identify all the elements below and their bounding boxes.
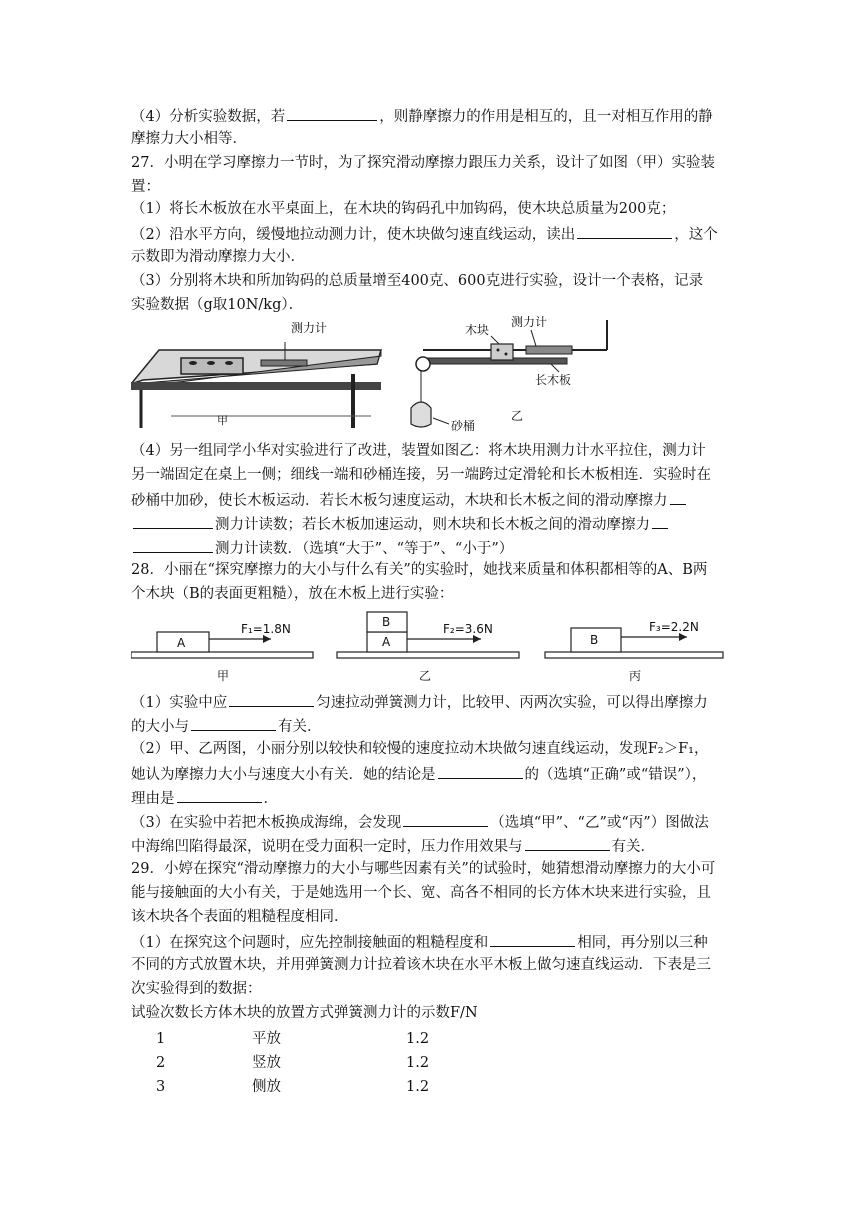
answer-blank[interactable] [438,764,523,779]
text-line: （1）在探究这个问题时，应先控制接触面的粗糙程度和 相同，再分别以三种 [131,932,731,952]
text-line: （2）沿水平方向，缓慢地拉动测力计，使木块做匀速直线运动，读出 ，这个 [131,224,731,244]
text-line: 另一端固定在桌上一侧；细线一端和砂桶连接，另一端跨过定滑轮和长木板相连．实验时在 [131,467,711,483]
force-f1: F₁=1.8N [241,622,291,636]
text-line: 测力计读数．（选填“大于”、“等于”、“小于”） [131,538,731,558]
table-cell-trial: 3 [156,1079,166,1095]
answer-blank[interactable] [652,514,668,529]
block-setup-yi [337,612,519,683]
text-line: 测力计读数；若长木板加速运动，则木块和长木板之间的滑动摩擦力 [131,514,731,534]
text-line: 实验数据（g取10N/kg）． [131,297,304,313]
text-line: （1）实验中应 匀速拉动弹簧测力计，比较甲、丙两次实验，可以得出摩擦力 [131,692,731,712]
text-line: （3）分别将木块和所加钩码的总质量增至400克、600克进行实验，设计一个表格，记录 [131,273,704,289]
block-b: B [590,633,599,647]
answer-blank[interactable] [577,224,672,239]
text-line: （4）另一组同学小华对实验进行了改进，装置如图乙：将木块用测力计水平拉住，测力计 [131,443,706,459]
apparatus-yi [411,316,607,432]
text-line: （3）在实验中若把木板换成海绵，会发现 （选填“甲”、“乙”或“丙”）图做法 [131,812,731,832]
block-b-top: B [382,615,391,629]
table-cell-trial: 2 [156,1055,166,1071]
force-f2: F₂=3.6N [443,622,493,636]
label-gauge-jia: 测力计 [291,321,328,335]
table-cell-force: 1.2 [406,1055,430,1071]
caption-yi: 乙 [511,409,524,423]
figure-apparatus [131,316,611,432]
label-block-yi: 木块 [465,323,490,337]
answer-blank[interactable] [490,932,575,947]
text-line: （2）甲、乙两图，小丽分别以较快和较慢的速度拉动木块做匀速直线运动，发现F₂＞F₁， [131,741,709,757]
answer-blank[interactable] [229,692,314,707]
caption-jia: 甲 [217,669,230,683]
block-setup-bing [545,620,723,683]
table-cell-placement: 竖放 [252,1055,281,1071]
text-line: 能与接触面的大小有关，于是她选用一个长、宽、高各不相同的长方体木块来进行实验，且 [131,885,711,901]
text-line: 个木块（B的表面更粗糙），放在木板上进行实验： [131,586,454,602]
text-line: （1）将长木板放在水平桌面上，在木块的钩码孔中加钩码，使木块总质量为200克； [131,201,676,217]
answer-blank[interactable] [133,538,213,553]
answer-blank[interactable] [191,716,276,731]
force-f3: F₃=2.2N [649,620,699,634]
block-a: A [177,636,186,650]
answer-blank[interactable] [403,812,488,827]
question-27-stem: 27．小明在学习摩擦力一节时，为了探究滑动摩擦力跟压力关系，设计了如图（甲）实验装 [131,155,715,171]
block-a-bottom: A [382,635,391,649]
block-setup-jia [131,622,313,683]
caption-jia: 甲 [217,414,228,427]
figure-blocks [131,608,731,688]
answer-blank[interactable] [670,490,686,505]
text-line: 该木块各个表面的粗糙程度相同． [131,909,349,925]
label-board-yi: 长木板 [535,373,572,387]
text-line: 置： [131,179,160,195]
data-table [150,1030,550,1100]
table-cell-force: 1.2 [406,1079,430,1095]
caption-yi: 乙 [419,669,432,683]
text-line: 中海绵凹陷得最深，说明在受力面积一定时，压力作用效果与 有关． [131,836,731,856]
text-line: 砂桶中加砂，使长木板运动．若长木板匀速度运动，木块和长木板之间的滑动摩擦力 [131,490,731,510]
answer-blank[interactable] [133,514,213,529]
answer-blank[interactable] [177,788,262,803]
text-line: 理由是 ． [131,788,731,808]
question-29-stem: 29．小婷在探究“滑动摩擦力的大小与哪些因素有关”的试验时，她猜想滑动摩擦力的大小可 [131,861,716,877]
answer-blank[interactable] [287,106,377,121]
text-line: 摩擦力大小相等． [131,131,247,147]
text-line: 不同的方式放置木块，并用弹簧测力计拉着该木块在水平木板上做匀速直线运动．下表是三 [131,957,711,973]
label-bucket-yi: 砂桶 [451,419,476,432]
answer-blank[interactable] [525,836,610,851]
apparatus-jia [131,320,381,428]
text-line: 她认为摩擦力大小与速度大小有关．她的结论是 的（选填“正确”或“错误”）， [131,764,731,784]
question-28-stem: 28．小丽在“探究摩擦力的大小与什么有关”的实验时，她找来质量和体积都相等的A、B两 [131,562,708,578]
table-cell-force: 1.2 [406,1031,430,1047]
table-cell-trial: 1 [156,1031,166,1047]
table-cell-placement: 侧放 [252,1079,281,1095]
text-line: 示数即为滑动摩擦力大小． [131,249,305,265]
text-line: （4）分析实验数据，若 ，则静摩擦力的作用是相互的，且一对相互作用的静 [131,106,731,126]
text-line: 的大小与 有关． [131,716,731,736]
caption-bing: 丙 [629,669,642,683]
table-header-line: 试验次数长方体木块的放置方式弹簧测力计的示数F/N [131,1005,478,1021]
table-cell-placement: 平放 [252,1031,281,1047]
label-gauge-yi: 测力计 [511,316,548,329]
text-line: 次实验得到的数据： [131,981,262,997]
